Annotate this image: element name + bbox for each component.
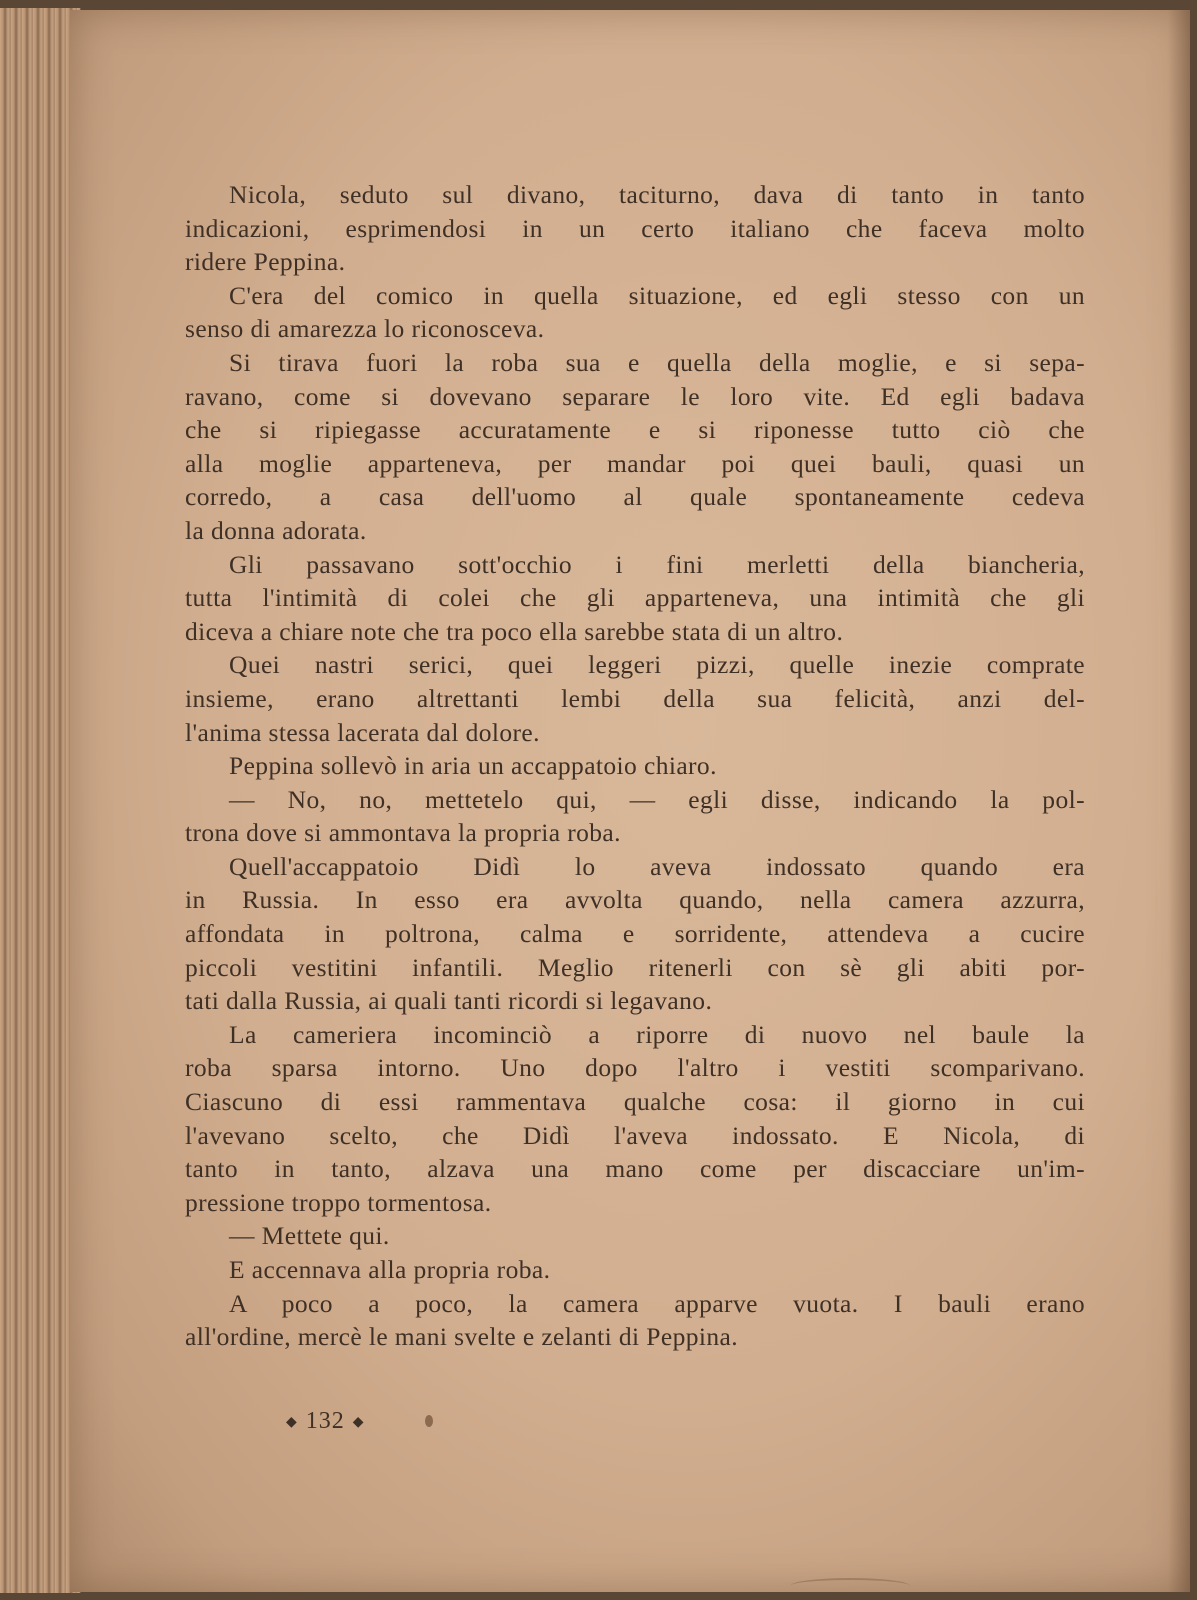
text-line: piccoli vestitini infantili. Meglio ritenerli con sè gli abiti por- bbox=[185, 952, 1085, 982]
text-line: senso di amarezza lo riconosceva. bbox=[185, 314, 545, 344]
text-line: diceva a chiare note che tra poco ella sarebbe stata di un altro. bbox=[185, 616, 844, 646]
text-line: A poco a poco, la camera apparve vuota. I bauli erano bbox=[229, 1288, 1085, 1318]
folio-ornament-left: ◆ bbox=[286, 1414, 298, 1430]
text-line: all'ordine, mercè le mani svelte e zelanti di Peppina. bbox=[185, 1322, 738, 1352]
paragraph bbox=[185, 648, 1085, 749]
text-line: Peppina sollevò in aria un accappatoio chiaro. bbox=[229, 751, 717, 781]
text-line: Ciascuno di essi rammentava qualche cosa: il giorno in cui bbox=[185, 1087, 1085, 1117]
text-line: La cameriera incominciò a riporre di nuovo nel baule la bbox=[229, 1019, 1085, 1049]
text-line: tati dalla Russia, ai quali tanti ricordi si legavano. bbox=[185, 986, 713, 1016]
text-line: corredo, a casa dell'uomo al quale spontaneamente cedeva bbox=[185, 482, 1085, 512]
paragraph bbox=[185, 850, 1085, 1018]
text-line: insieme, erano altrettanti lembi della sua felicità, anzi del- bbox=[185, 683, 1085, 713]
text-line: — Mettete qui. bbox=[229, 1221, 390, 1251]
text-line: Gli passavano sott'occhio i fini merletti della biancheria, bbox=[229, 549, 1085, 579]
text-line: Si tirava fuori la roba sua e quella della moglie, e si sepa- bbox=[229, 347, 1085, 377]
page-shadow-right bbox=[1168, 10, 1190, 1592]
page-stack-edge bbox=[0, 8, 81, 1593]
paragraph bbox=[185, 1287, 1085, 1354]
text-line: in Russia. In esso era avvolta quando, nella camera azzurra, bbox=[185, 885, 1085, 915]
text-line: trona dove si ammontava la propria roba. bbox=[185, 818, 621, 848]
paragraph bbox=[185, 1219, 1085, 1253]
paragraph bbox=[185, 178, 1085, 279]
paragraph bbox=[185, 1253, 1085, 1287]
page-number bbox=[278, 1408, 373, 1435]
paragraph bbox=[185, 783, 1085, 850]
text-line: tanto in tanto, alzava una mano come per discacciare un'im- bbox=[185, 1154, 1085, 1184]
text-line: Quei nastri serici, quei leggeri pizzi, quelle inezie comprate bbox=[229, 650, 1085, 680]
text-line: Nicola, seduto sul divano, taciturno, dava di tanto in tanto bbox=[229, 180, 1085, 209]
text-line: ravano, come si dovevano separare le loro vite. Ed egli badava bbox=[185, 381, 1085, 411]
paper-tear bbox=[790, 1578, 910, 1594]
body-text bbox=[185, 178, 1085, 1354]
text-line: pressione troppo tormentosa. bbox=[185, 1187, 492, 1217]
text-line: che si ripiegasse accuratamente e si riponesse tutto ciò che bbox=[185, 415, 1085, 445]
text-line: affondata in poltrona, calma e sorridente, attendeva a cucire bbox=[185, 919, 1085, 949]
paragraph bbox=[185, 548, 1085, 649]
text-line: tutta l'intimità di colei che gli apparteneva, una intimità che gli bbox=[185, 583, 1085, 613]
text-line: roba sparsa intorno. Uno dopo l'altro i vestiti scomparivano. bbox=[185, 1053, 1085, 1083]
paragraph bbox=[185, 1018, 1085, 1220]
text-line: C'era del comico in quella situazione, ed egli stesso con un bbox=[229, 280, 1085, 310]
text-line: indicazioni, esprimendosi in un certo italiano che faceva molto bbox=[185, 213, 1085, 243]
paragraph bbox=[185, 346, 1085, 548]
text-line: ridere Peppina. bbox=[185, 247, 346, 277]
folio-ornament-right: ◆ bbox=[352, 1414, 365, 1430]
text-line: l'avevano scelto, che Didì l'aveva indossato. E Nicola, di bbox=[185, 1120, 1085, 1150]
paragraph bbox=[185, 749, 1085, 783]
text-line: alla moglie apparteneva, per mandar poi quei bauli, quasi un bbox=[185, 448, 1085, 478]
folio-number: 132 bbox=[305, 1408, 345, 1434]
text-line: Quell'accappatoio Didì lo aveva indossato quando era bbox=[229, 851, 1085, 881]
paragraph bbox=[185, 279, 1085, 346]
text-line: E accennava alla propria roba. bbox=[229, 1255, 551, 1284]
text-line: l'anima stessa lacerata dal dolore. bbox=[185, 717, 540, 747]
ink-smudge bbox=[425, 1415, 433, 1427]
text-line: la donna adorata. bbox=[185, 515, 367, 545]
text-line: — No, no, mettetelo qui, — egli disse, indicando la pol- bbox=[229, 784, 1085, 814]
